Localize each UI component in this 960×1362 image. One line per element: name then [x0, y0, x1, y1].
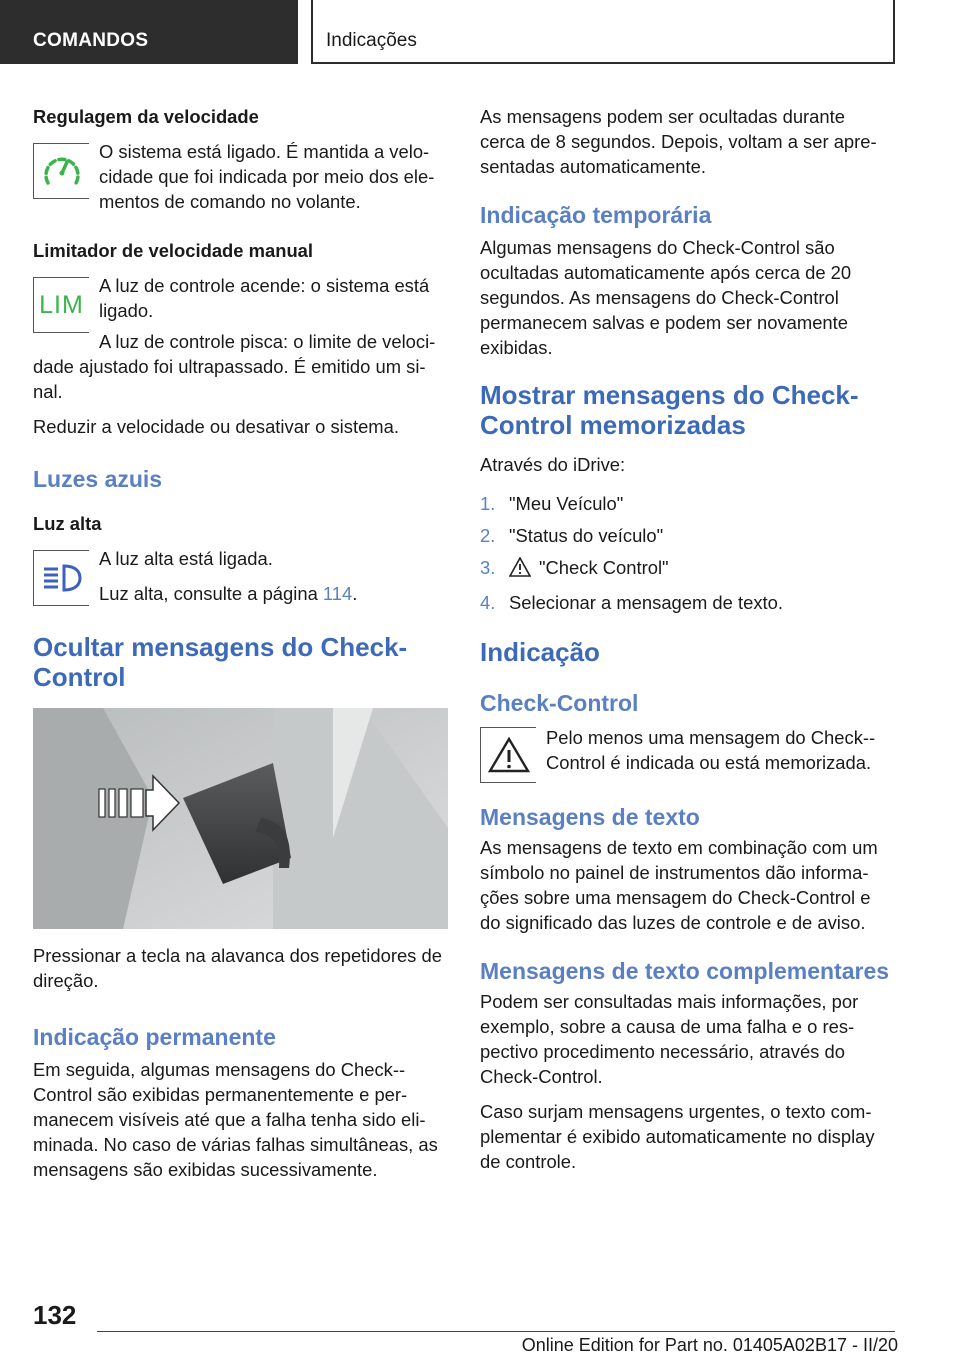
turn-signal-lever-image — [33, 708, 448, 929]
complementary-text-2: Caso surjam mensagens urgentes, o texto com-plementar é exibido automaticamente no display de controle. — [480, 1101, 875, 1172]
highbeam-ref-suffix: . — [352, 583, 358, 604]
page-reference-link[interactable]: 114 — [322, 583, 353, 604]
edition-footer: Online Edition for Part no. 01405A02B17 - II/20 — [521, 1335, 898, 1355]
check-control-block — [480, 723, 895, 779]
limiter-text-1: A luz de controle acende: o sistema está ligado. — [99, 275, 430, 321]
via-idrive-text: Através do iDrive: — [480, 454, 626, 475]
limiter-block — [33, 273, 448, 329]
right-column — [480, 104, 895, 1184]
warning-icon — [480, 727, 536, 783]
list-item: 4. Selecionar a mensagem de texto. — [480, 592, 783, 613]
subsection-title: Indicações — [326, 30, 417, 51]
photo-caption: Pressionar a tecla na alavanca dos repetidores de direção. — [33, 945, 442, 991]
permanent-heading: Indicação permanente — [33, 1024, 276, 1050]
blue-lights-heading: Luzes azuis — [33, 466, 163, 492]
lim-icon — [33, 277, 89, 333]
complementary-text-1: Podem ser consultadas mais informações, por exemplo, sobre a causa de uma falha e o res-pectivo procedimento necessário, através do Check-Control. — [480, 991, 859, 1087]
show-messages-heading: Mostrar mensagens do Check-Control memorizadas — [480, 380, 859, 440]
speedometer-icon — [33, 143, 89, 199]
list-item: 2. "Status do veículo" — [480, 525, 664, 546]
page-number: 132 — [33, 1300, 77, 1330]
cruise-block — [33, 139, 448, 214]
check-control-heading: Check-Control — [480, 690, 639, 716]
section-title: COMANDOS — [33, 30, 149, 51]
temporary-text: Algumas mensagens do Check-Control são ocultadas automaticamente após cerca de 20 segundos. As mensagens do Check-Control permanecem salvas e podem ser novamente exibidas. — [480, 237, 852, 358]
list-item: 3. "Check Control" — [480, 555, 895, 583]
intro-text: As mensagens podem ser ocultadas durante cerca de 8 segundos. Depois, voltam a ser apre-sentadas automaticamente. — [480, 106, 877, 177]
complementary-heading: Mensagens de texto complementares — [480, 958, 890, 984]
highbeam-ref-prefix: Luz alta, consulte a página — [99, 583, 323, 604]
text-messages-heading: Mensagens de texto — [480, 804, 700, 830]
subsection-tab — [311, 0, 895, 64]
cruise-heading: Regulagem da velocidade — [33, 106, 259, 127]
steps-list — [480, 491, 895, 615]
indication-heading: Indicação — [480, 637, 600, 667]
section-tab — [0, 0, 298, 64]
temporary-heading: Indicação temporária — [480, 202, 712, 228]
hide-messages-heading: Ocultar mensagens do Check-Control — [33, 632, 408, 692]
limiter-text-2: A luz de controle pisca: o limite de veloci-dade ajustado foi ultrapassado. É emitido um si-nal. — [33, 331, 436, 402]
highbeam-text-1: A luz alta está ligada. — [99, 548, 273, 569]
limiter-text-3: Reduzir a velocidade ou desativar o sistema. — [33, 416, 399, 437]
footer-divider — [97, 1331, 895, 1332]
lim-icon-label: LIM — [39, 290, 84, 319]
warning-triangle-icon — [509, 557, 531, 583]
highbeam-text-2 — [99, 581, 448, 606]
list-item: 1. "Meu Veículo" — [480, 493, 624, 514]
text-messages-text: As mensagens de texto em combinação com um símbolo no painel de instrumentos dão informa-ções sobre uma mensagem do Check-Control e do significado das luzes de controle e de aviso. — [480, 837, 878, 933]
cruise-text: O sistema está ligado. É mantida a velo-cidade que foi indicada por meio dos ele-mentos de comando no volante. — [99, 141, 435, 212]
high-beam-icon — [33, 550, 89, 606]
left-column — [33, 104, 448, 1192]
permanent-text: Em seguida, algumas mensagens do Check--Control são exibidas permanentemente e per-manecem visíveis até que a falha tenha sido eli-minada. No caso de várias falhas simultâneas, as mensagens são exibidas sucessivamente. — [33, 1059, 438, 1180]
highbeam-heading: Luz alta — [33, 513, 102, 534]
limiter-heading: Limitador de velocidade manual — [33, 240, 314, 261]
check-control-text: Pelo menos uma mensagem do Check--Control é indicada ou está memorizada. — [546, 727, 876, 773]
highbeam-block — [33, 546, 448, 606]
